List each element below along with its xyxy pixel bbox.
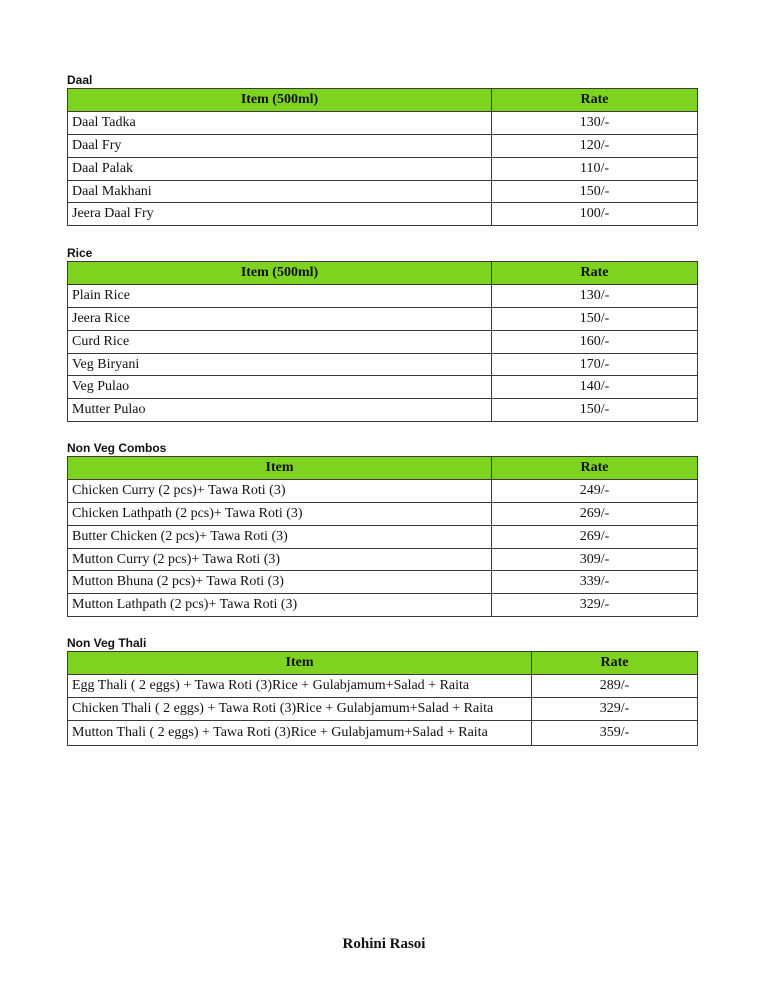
table-row [68,525,698,548]
column-header-rate: Rate [492,89,698,112]
rate-cell: 269/- [492,502,698,525]
nonveg-combos-table [67,456,698,617]
column-header-item: Item (500ml) [68,262,492,285]
footer-brand: Rohini Rasoi [342,936,426,952]
rate-cell: 140/- [492,376,698,399]
section-title: Rice [67,246,93,260]
table-header-row [68,457,698,480]
table-row [68,353,698,376]
rate-cell: 329/- [492,594,698,617]
item-cell: Butter Chicken (2 pcs)+ Tawa Roti (3) [68,525,492,548]
rate-cell: 329/- [532,697,698,720]
table-row [68,111,698,134]
rate-cell: 249/- [492,479,698,502]
table-row [68,720,698,745]
rate-cell: 170/- [492,353,698,376]
column-header-item: Item [68,652,532,675]
rate-cell: 359/- [532,720,698,745]
item-cell: Plain Rice [68,284,492,307]
table-row [68,134,698,157]
item-cell: Daal Tadka [68,111,492,134]
table-row [68,571,698,594]
nonveg-combos-section [67,440,697,617]
item-cell: Chicken Lathpath (2 pcs)+ Tawa Roti (3) [68,502,492,525]
table-row [68,399,698,422]
column-header-rate: Rate [532,652,698,675]
item-cell: Chicken Thali ( 2 eggs) + Tawa Roti (3)Rice + Gulabjamum+Salad + Raita [68,697,532,720]
item-cell: Daal Fry [68,134,492,157]
table-row [68,330,698,353]
rate-cell: 150/- [492,180,698,203]
table-header-row [68,89,698,112]
table-row [68,376,698,399]
table-row [68,307,698,330]
section-title: Non Veg Thali [67,636,147,650]
nonveg-thali-section [67,635,697,746]
table-row [68,284,698,307]
rice-section [67,245,697,422]
daal-table [67,88,698,226]
section-title: Non Veg Combos [67,441,167,455]
rate-cell: 150/- [492,399,698,422]
table-header-row [68,652,698,675]
rate-cell: 100/- [492,203,698,226]
item-cell: Daal Palak [68,157,492,180]
table-row [68,180,698,203]
item-cell: Mutton Bhuna (2 pcs)+ Tawa Roti (3) [68,571,492,594]
rate-cell: 339/- [492,571,698,594]
column-header-item: Item (500ml) [68,89,492,112]
item-cell: Jeera Daal Fry [68,203,492,226]
rice-table [67,261,698,422]
table-row [68,548,698,571]
table-row [68,479,698,502]
rate-cell: 160/- [492,330,698,353]
item-cell: Veg Biryani [68,353,492,376]
daal-section [67,72,697,226]
table-row [68,203,698,226]
column-header-rate: Rate [492,262,698,285]
item-cell: Chicken Curry (2 pcs)+ Tawa Roti (3) [68,479,492,502]
rate-cell: 120/- [492,134,698,157]
item-cell: Curd Rice [68,330,492,353]
table-row [68,594,698,617]
item-cell: Egg Thali ( 2 eggs) + Tawa Roti (3)Rice + Gulabjamum+Salad + Raita [68,674,532,697]
table-row [68,697,698,720]
item-cell: Veg Pulao [68,376,492,399]
rate-cell: 130/- [492,111,698,134]
table-row [68,502,698,525]
rate-cell: 150/- [492,307,698,330]
table-row [68,157,698,180]
nonveg-thali-table [67,651,698,746]
rate-cell: 130/- [492,284,698,307]
item-cell: Mutton Curry (2 pcs)+ Tawa Roti (3) [68,548,492,571]
item-cell: Mutter Pulao [68,399,492,422]
section-title: Daal [67,73,93,87]
rate-cell: 309/- [492,548,698,571]
item-cell: Jeera Rice [68,307,492,330]
rate-cell: 110/- [492,157,698,180]
column-header-rate: Rate [492,457,698,480]
item-cell: Mutton Lathpath (2 pcs)+ Tawa Roti (3) [68,594,492,617]
rate-cell: 269/- [492,525,698,548]
table-header-row [68,262,698,285]
item-cell: Mutton Thali ( 2 eggs) + Tawa Roti (3)Rice + Gulabjamum+Salad + Raita [68,720,532,745]
item-cell: Daal Makhani [68,180,492,203]
column-header-item: Item [68,457,492,480]
rate-cell: 289/- [532,674,698,697]
table-row [68,674,698,697]
